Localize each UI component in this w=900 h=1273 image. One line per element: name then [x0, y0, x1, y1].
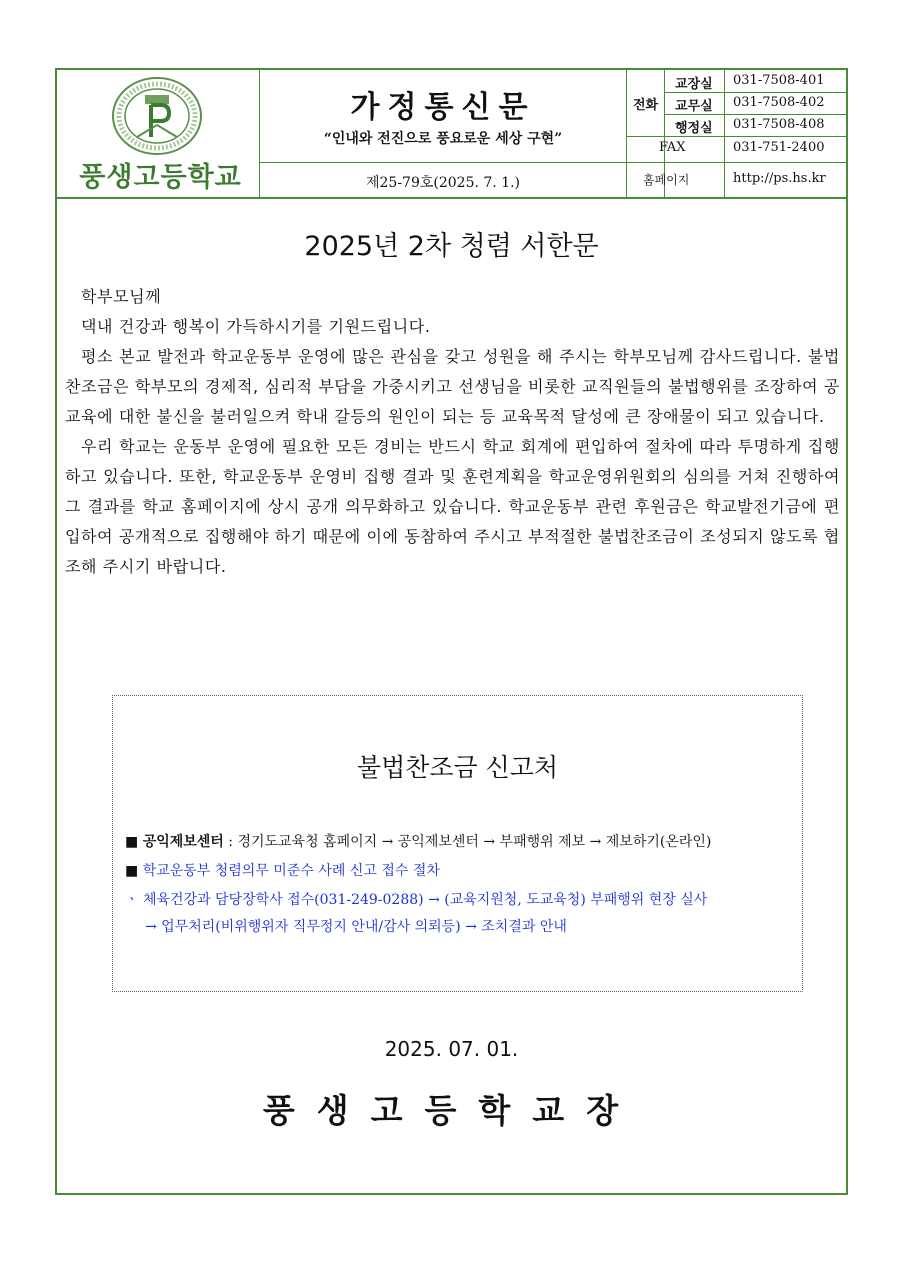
letter-body — [65, 282, 840, 582]
school-emblem-icon — [107, 75, 207, 157]
report-step-line-1: ㆍ 체육건강과 담당장학사 접수(031-249-0288) → (교육지원청, 도교육청) 부패행위 현장 실사 — [125, 892, 708, 908]
fax-number: 031-751-2400 — [733, 140, 825, 155]
principal-signature: 풍생고등학교장 — [262, 1091, 641, 1130]
contact-dept-admin: 행정실 — [675, 121, 713, 136]
contact-number-academic: 031-7508-402 — [733, 95, 825, 110]
issue-row — [260, 162, 626, 198]
contact-number-principal: 031-7508-401 — [733, 73, 825, 88]
bullet-icon: ■ — [125, 834, 143, 850]
letterhead — [57, 70, 846, 199]
contact-dept-principal: 교장실 — [675, 77, 713, 92]
issue-date: 2025. 07. 01. — [384, 1037, 519, 1061]
paragraph-2: 우리 학교는 운동부 운영에 필요한 모든 경비는 반드시 학교 회계에 편입하여 절차에 따라 투명하게 집행하고 있습니다. 또한, 학교운동부 운영비 집행 결과 및 훈련계획을 학교운영위원회의 심의를 거쳐 진행하여 그 결과를 학교 홈페이지에 상시 공개 의무화하고 있습니다. 학교운동부 관련 후원금은 학교발전기금에 편입하여 공개적으로 집행해야 하기 때문에 이에 동참하여 주시고 부적절한 불법찬조금이 조성되지 않도록 협조해 주시기 바랍니다. — [65, 437, 840, 576]
report-item-procedure-text: 학교운동부 청렴의무 미준수 사례 신고 접수 절차 — [142, 863, 440, 879]
report-item-procedure — [125, 860, 440, 880]
homepage-label: 홈페이지 — [643, 173, 690, 187]
report-item-center-text: : 경기도교육청 홈페이지 → 공익제보센터 → 부패행위 제보 → 제보하기(온라인) — [223, 834, 712, 850]
title-cell — [260, 70, 627, 197]
school-name-logo: 풍생고등학교 — [79, 162, 242, 193]
document-title: 2025년 2차 청렴 서한문 — [304, 231, 599, 262]
contact-dept-academic: 교무실 — [675, 99, 713, 114]
issue-number: 제25-79호(2025. 7. 1.) — [365, 175, 521, 191]
report-box-title: 불법찬조금 신고처 — [356, 753, 559, 782]
fax-label: FAX — [659, 140, 686, 155]
document-frame — [55, 68, 848, 1195]
salutation: 학부모님께 — [81, 287, 162, 306]
phone-label: 전화 — [633, 98, 659, 113]
newsletter-title: 가정통신문 — [350, 90, 536, 125]
report-item-center-label: 공익제보센터 — [142, 834, 224, 850]
contact-table — [627, 70, 846, 197]
school-motto: “인내와 전진으로 풍요로운 세상 구현” — [323, 131, 563, 147]
paragraph-1: 평소 본교 발전과 학교운동부 운영에 많은 관심을 갖고 성원을 해 주시는 학부모님께 감사드립니다. 불법찬조금은 학부모의 경제적, 심리적 부담을 가중시키고 선생님을 비롯한 교직원들의 불법행위를 조장하여 공교육에 대한 불신을 불러일으켜 학내 갈등의 원인이 되는 등 교육목적 달성에 큰 장애물이 되고 있습니다. — [65, 347, 840, 426]
school-logo-cell — [57, 70, 260, 197]
report-item-center — [125, 831, 711, 851]
bullet-icon: ■ — [125, 863, 143, 879]
contact-number-admin: 031-7508-408 — [733, 117, 825, 132]
greeting: 댁내 건강과 행복이 가득하시기를 기원드립니다. — [81, 317, 431, 336]
report-info-box — [112, 695, 803, 992]
homepage-url[interactable]: http://ps.hs.kr — [733, 171, 826, 186]
report-step-line-2: → 업무처리(비위행위자 직무정지 안내/감사 의뢰등) → 조치결과 안내 — [145, 919, 567, 935]
